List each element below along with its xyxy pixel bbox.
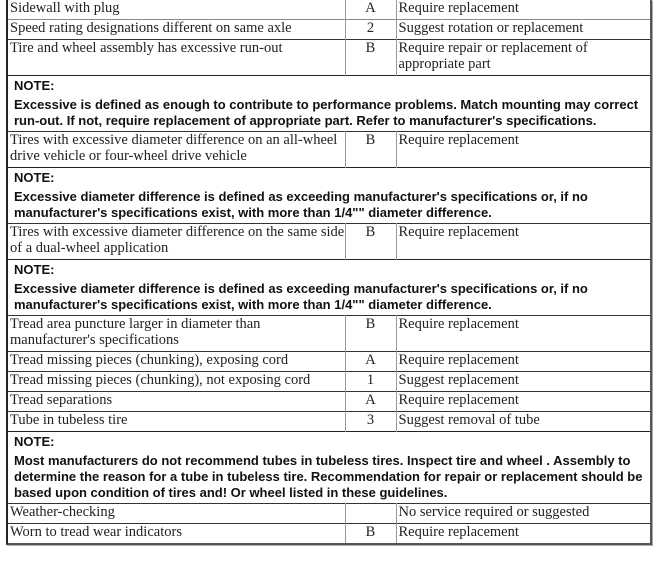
table-row-dual-wheel-diameter xyxy=(8,224,650,260)
action-cell: Require replacement xyxy=(396,132,650,168)
action-cell: Require replacement xyxy=(398,0,519,16)
table-row-tube-in-tubeless xyxy=(8,412,650,432)
code-cell: 3 xyxy=(345,412,396,432)
code-cell: 2 xyxy=(345,20,396,40)
condition-cell: Tread separations xyxy=(8,392,345,412)
action-cell: No service required or suggested xyxy=(396,504,650,524)
action-cell: Require replacement xyxy=(396,524,650,544)
table-row-tread-separations xyxy=(8,392,650,412)
table-row-weather-checking xyxy=(8,504,650,524)
code-cell xyxy=(345,504,396,524)
code-cell: B xyxy=(345,524,396,544)
code-cell: A xyxy=(345,352,396,372)
note-text: Excessive is defined as enough to contribute to performance problems. Match mounting may correct run-out. If not, require replacement of appropriate part. Refer to manufacturer's specifications. xyxy=(14,97,639,128)
action-cell: Require replacement xyxy=(396,352,650,372)
note-label: NOTE: xyxy=(14,78,55,93)
condition-cell: Tread area puncture larger in diameter than manufacturer's specifications xyxy=(8,316,345,352)
action-cell: Require replacement xyxy=(396,316,650,352)
table-row-chunking-exposing xyxy=(8,352,650,372)
code-cell: B xyxy=(345,224,396,260)
note-row-tube-in-tubeless xyxy=(8,432,650,504)
code-cell: B xyxy=(345,132,396,168)
table-row-chunking-not-exposing xyxy=(8,372,650,392)
condition-cell: Tread missing pieces (chunking), not exposing cord xyxy=(8,372,345,392)
action-cell: Suggest replacement xyxy=(396,372,650,392)
code-cell: A xyxy=(345,392,396,412)
condition-cell: Tires with excessive diameter difference on an all-wheel drive vehicle or four-wheel drive vehicle xyxy=(8,132,345,168)
table-row-sidewall-with-plug xyxy=(8,0,650,20)
table-row-awd-diameter xyxy=(8,132,650,168)
note-cell xyxy=(8,76,650,132)
condition-cell: Sidewall with plug xyxy=(8,0,345,20)
code-cell: A xyxy=(345,0,396,20)
note-cell xyxy=(8,432,650,504)
code-cell: B xyxy=(345,316,396,352)
condition-cell: Tires with excessive diameter difference on the same side of a dual-wheel application xyxy=(8,224,345,260)
note-cell xyxy=(8,168,650,224)
note-row-dual-wheel-diameter xyxy=(8,260,650,316)
table-row-worn-to-indicators xyxy=(8,524,650,544)
condition-cell: Tread missing pieces (chunking), exposing cord xyxy=(8,352,345,372)
condition-cell: Weather-checking xyxy=(8,504,345,524)
note-label: NOTE: xyxy=(14,262,55,277)
code-cell: 1 xyxy=(345,372,396,392)
note-label: NOTE: xyxy=(14,434,55,449)
note-text: Excessive diameter difference is defined as exceeding manufacturer's specifications or, if no manufacturer's specifications exist, with more than 1/4"" diameter difference. xyxy=(14,189,588,220)
inspection-guidelines-table xyxy=(8,0,650,543)
condition-cell: Tube in tubeless tire xyxy=(8,412,345,432)
note-cell xyxy=(8,260,650,316)
table-row-tread-puncture xyxy=(8,316,650,352)
action-cell: Require replacement xyxy=(396,224,650,260)
condition-cell: Tire and wheel assembly has excessive run-out xyxy=(8,40,345,76)
tire-inspection-table xyxy=(6,0,652,545)
table-row-speed-rating xyxy=(8,20,650,40)
note-row-run-out xyxy=(8,76,650,132)
table-row-run-out xyxy=(8,40,650,76)
code-cell: B xyxy=(345,40,396,76)
condition-cell: Speed rating designations different on same axle xyxy=(8,20,345,40)
action-cell: Suggest rotation or replacement xyxy=(396,20,650,40)
action-cell: Require repair or replacement of appropriate part xyxy=(396,40,650,76)
note-row-awd-diameter xyxy=(8,168,650,224)
action-cell: Suggest removal of tube xyxy=(396,412,650,432)
action-cell: Require replacement xyxy=(396,392,650,412)
note-text: Excessive diameter difference is defined as exceeding manufacturer's specifications or, if no manufacturer's specifications exist, with more than 1/4"" diameter difference. xyxy=(14,281,588,312)
note-label: NOTE: xyxy=(14,170,55,185)
condition-cell: Worn to tread wear indicators xyxy=(8,524,345,544)
note-text: Most manufacturers do not recommend tubes in tubeless tires. Inspect tire and wheel . Assembly to determine the reason for a tube in tubeless tire. Recommendation for repair or replacement should be based upon condition of tires and! Or wheel listed in these guidelines. xyxy=(14,453,643,500)
